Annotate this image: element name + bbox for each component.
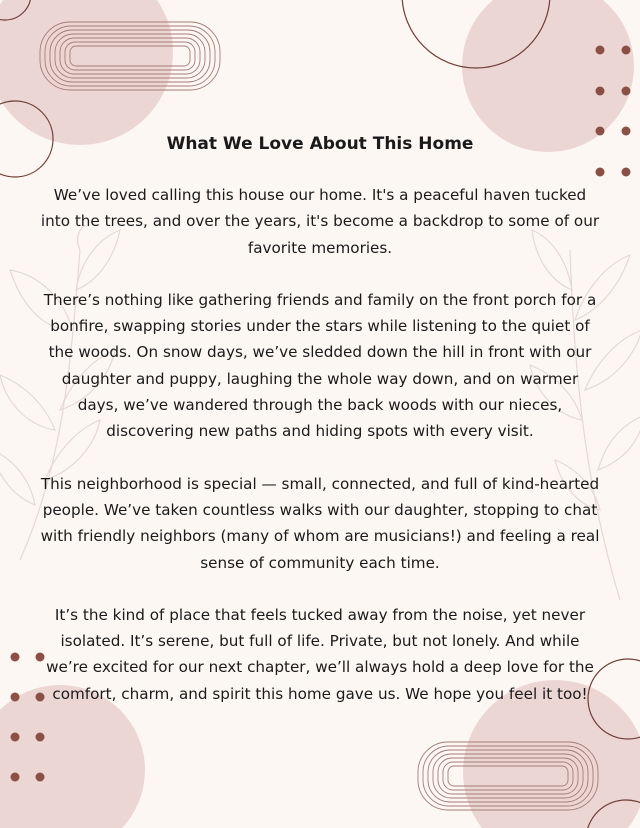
top-right-blob <box>462 0 634 152</box>
paragraph-memories: There’s nothing like gathering friends and family on the front porch for a bonfire, swapping stories under the stars while listening to the quiet of the woods. On snow days, we’ve sledded down the hill in front with our daughter and puppy, laughing the whole way down, and on warmer days, we’ve wandered through the back woods with our nieces, discovering new paths and hiding spots with every visit. <box>43 290 597 441</box>
paragraph-closing: It’s the kind of place that feels tucked away from the noise, yet never isolated. It’s serene, but full of life. Private, but not lonely. And while we’re excited for our next chapter, we’ll always hold a deep love for the comfort, charm, and spirit this home gave us. We hope you feel it too! <box>46 605 594 703</box>
paragraph-intro: We’ve loved calling this house our home. It's a peaceful haven tucked into the trees, and over the years, it's become a backdrop to some of our favorite memories. <box>40 186 600 257</box>
letter-content <box>40 131 600 733</box>
letter-title: What We Love About This Home <box>166 134 474 154</box>
paragraph-neighborhood: This neighborhood is special — small, connected, and full of kind-hearted people. We’ve taken countless walks with our daughter, stopping to chat with friendly neighbors (many of whom are musicians!) and feeling a real sense of community each time. <box>40 474 600 572</box>
